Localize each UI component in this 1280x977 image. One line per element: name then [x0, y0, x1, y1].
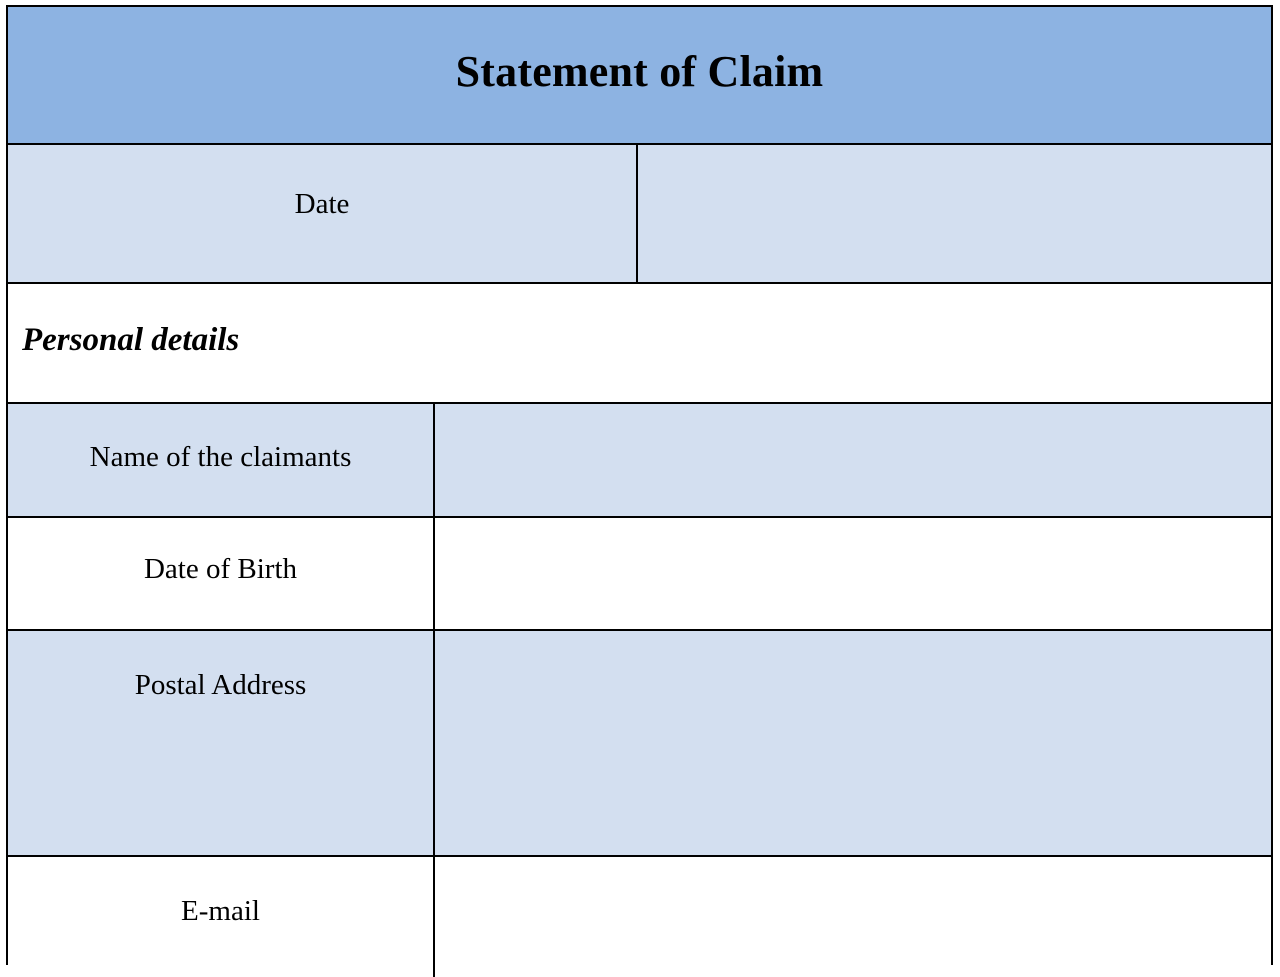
date-of-birth-row — [8, 518, 1271, 631]
postal-address-label-cell — [8, 631, 435, 855]
email-row — [8, 857, 1271, 977]
date-of-birth-field[interactable] — [435, 518, 1271, 629]
form-title: Statement of Claim — [455, 46, 824, 96]
section-row — [8, 284, 1271, 404]
postal-address-field[interactable] — [435, 631, 1271, 855]
date-of-birth-label: Date of Birth — [143, 553, 297, 585]
postal-address-label: Postal Address — [134, 669, 307, 701]
date-of-birth-label-cell — [8, 518, 435, 629]
statement-of-claim-form — [6, 5, 1273, 965]
date-value-field[interactable] — [638, 145, 1271, 282]
title-row — [8, 7, 1271, 145]
postal-address-row — [8, 631, 1271, 857]
email-field[interactable] — [435, 857, 1271, 977]
date-label-cell — [8, 145, 638, 282]
date-row — [8, 145, 1271, 284]
claimant-name-field[interactable] — [435, 404, 1271, 516]
email-label-cell — [8, 857, 435, 977]
claimant-name-label-cell — [8, 404, 435, 516]
claimant-name-row — [8, 404, 1271, 518]
claimant-name-label: Name of the claimants — [89, 440, 352, 473]
date-label: Date — [294, 188, 350, 220]
section-title: Personal details — [22, 322, 240, 358]
email-label: E-mail — [181, 895, 260, 927]
